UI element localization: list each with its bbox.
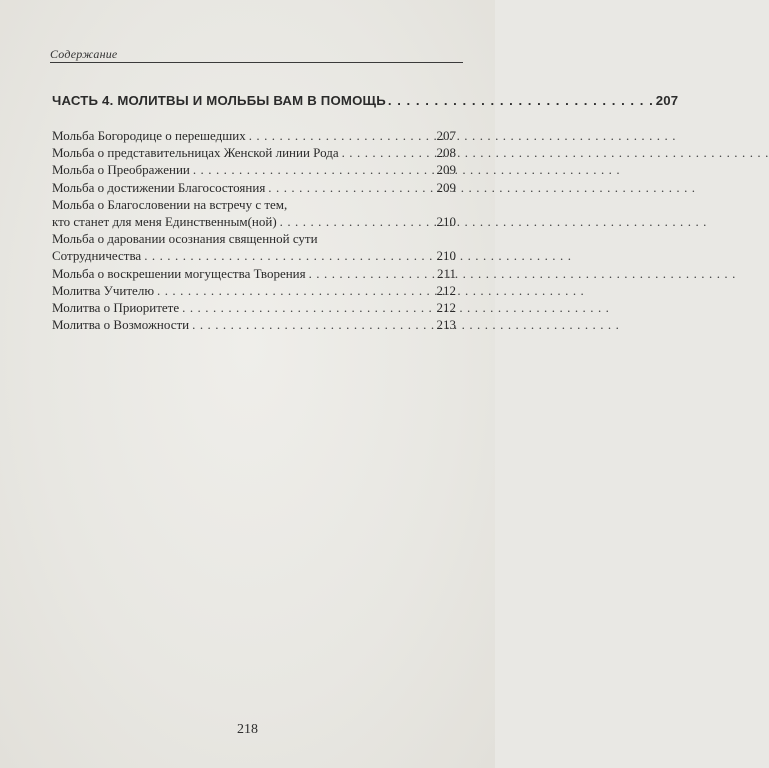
leader-dots <box>144 247 433 264</box>
toc-entry-page-number: 207 <box>436 128 456 143</box>
toc-entry <box>52 299 456 316</box>
toc-entry-line <box>52 213 456 230</box>
toc-entry-title: Молитва Учителю <box>52 282 155 298</box>
toc-entry-line <box>52 196 456 213</box>
toc-entry-page-number: 209 <box>436 162 456 178</box>
leader-dots <box>342 144 434 161</box>
toc-entry <box>52 161 456 178</box>
leader-dots <box>193 161 434 178</box>
toc-entry-page-number: 209 <box>436 179 456 195</box>
toc-entry-title: Мольба о воскрешении могущества Творения <box>52 265 306 281</box>
leader-dots <box>192 316 433 333</box>
toc-entry-title: Молитва о Возможности <box>52 317 190 333</box>
toc-entry-title: Мольба о Преображении <box>52 162 190 178</box>
toc-entry-page-number: 212 <box>436 300 456 316</box>
toc-entry-page-number: 210 <box>436 248 456 264</box>
toc-entry <box>52 179 456 196</box>
toc-entry-page-number: 208 <box>436 145 456 161</box>
header-rule <box>50 62 463 63</box>
toc-entry-line <box>52 247 456 264</box>
toc-entry-line <box>52 299 456 316</box>
toc-entry-title: Мольба о достижении Благосостояния <box>52 179 266 195</box>
leader-dots <box>268 179 433 196</box>
toc-entry-title: Мольба о представительницах Женской линии Рода <box>52 145 339 161</box>
toc-entry-title: Мольба о Благословении на встречу с тем, <box>52 196 288 212</box>
toc-entry-title: кто станет для меня Единственным(ной) <box>52 214 277 230</box>
leader-dots <box>157 282 433 299</box>
toc-entry <box>52 127 456 144</box>
toc-entry-page-number: 210 <box>436 214 456 230</box>
toc-entry-title: Мольба Богородице о перешедших <box>52 128 246 143</box>
toc-entry-line <box>52 127 456 144</box>
toc-entry-title: Мольба о даровании осознания священной сути <box>52 231 318 247</box>
running-head: Содержание <box>50 47 118 61</box>
table-of-contents <box>52 127 456 333</box>
leader-dots <box>182 299 433 316</box>
toc-entry-line <box>52 161 456 178</box>
toc-entry-line <box>52 144 456 161</box>
toc-entry-line <box>52 179 456 196</box>
toc-entry-page-number: 212 <box>436 282 456 298</box>
toc-entry <box>52 282 456 299</box>
toc-entry-line <box>52 316 456 333</box>
toc-entry <box>52 265 456 282</box>
leader-dots <box>249 127 434 144</box>
toc-entry-line <box>52 265 456 282</box>
toc-entry <box>52 230 456 264</box>
part-title: ЧАСТЬ 4. МОЛИТВЫ И МОЛЬБЫ ВАМ В ПОМОЩЬ <box>52 93 386 108</box>
toc-entry-page-number: 211 <box>436 265 456 281</box>
part-heading <box>52 93 679 108</box>
toc-entry <box>52 196 456 230</box>
leader-dots <box>309 265 434 282</box>
leader-dots <box>280 213 434 230</box>
toc-entry-page-number: 213 <box>436 317 456 333</box>
toc-entry <box>52 316 456 333</box>
toc-entry <box>52 144 456 161</box>
part-page-number: 207 <box>655 93 679 108</box>
toc-entry-line <box>52 230 456 247</box>
page-number: 218 <box>237 722 258 737</box>
toc-entry-line <box>52 282 456 299</box>
leader-dots <box>388 93 654 108</box>
toc-entry-title: Сотрудничества <box>52 248 142 264</box>
toc-entry-title: Молитва о Приоритете <box>52 300 180 316</box>
